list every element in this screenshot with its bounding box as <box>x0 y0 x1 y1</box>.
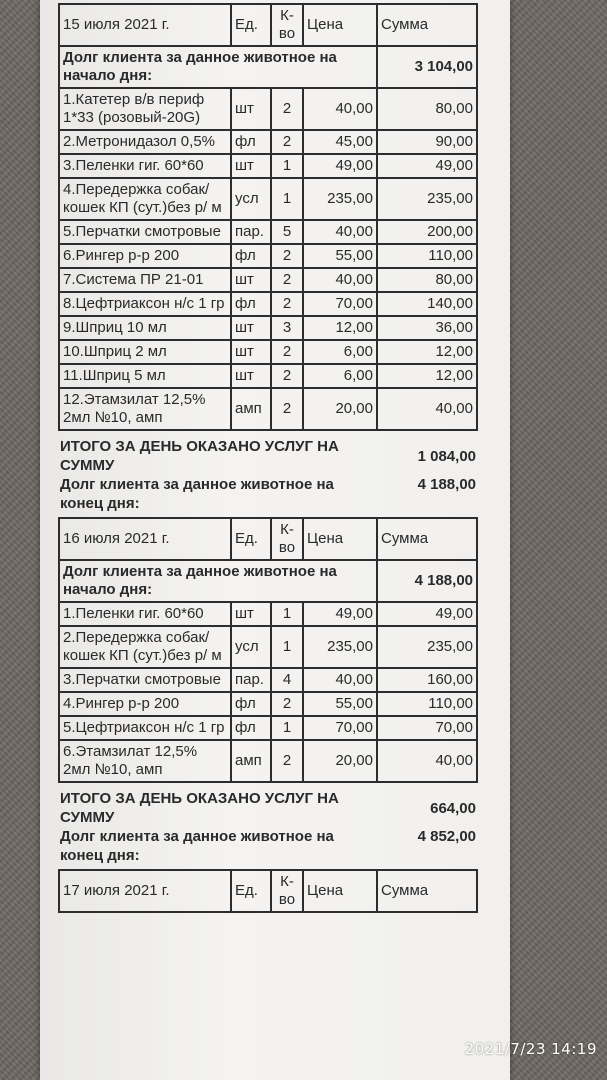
start-debt-row <box>59 46 477 88</box>
item-unit: фл <box>231 692 271 716</box>
item-sum: 49,00 <box>377 602 477 626</box>
item-unit: фл <box>231 716 271 740</box>
end-debt-row <box>40 827 510 865</box>
item-qty: 1 <box>271 154 303 178</box>
day-table-16 <box>58 517 478 783</box>
item-unit: шт <box>231 602 271 626</box>
item-price: 20,00 <box>303 740 377 782</box>
item-qty: 1 <box>271 716 303 740</box>
table-row <box>59 602 477 626</box>
item-unit: фл <box>231 244 271 268</box>
item-name: 3.Перчатки смотровые <box>59 668 231 692</box>
item-sum: 40,00 <box>377 740 477 782</box>
item-name: 8.Цефтриаксон н/с 1 гр <box>59 292 231 316</box>
table-row <box>59 340 477 364</box>
item-qty: 2 <box>271 292 303 316</box>
item-sum: 80,00 <box>377 88 477 130</box>
item-qty: 2 <box>271 364 303 388</box>
item-price: 6,00 <box>303 364 377 388</box>
col-price: Цена <box>303 870 377 912</box>
item-qty: 2 <box>271 692 303 716</box>
item-qty: 5 <box>271 220 303 244</box>
col-price: Цена <box>303 518 377 560</box>
item-qty: 3 <box>271 316 303 340</box>
item-price: 45,00 <box>303 130 377 154</box>
receipt-content <box>40 0 510 913</box>
day-total-value: 1 084,00 <box>417 448 476 465</box>
day-table-17 <box>58 869 478 913</box>
item-price: 12,00 <box>303 316 377 340</box>
item-unit: шт <box>231 268 271 292</box>
item-qty: 2 <box>271 740 303 782</box>
item-name: 9.Шприц 10 мл <box>59 316 231 340</box>
item-price: 70,00 <box>303 716 377 740</box>
item-qty: 1 <box>271 626 303 668</box>
item-price: 235,00 <box>303 178 377 220</box>
item-price: 235,00 <box>303 626 377 668</box>
item-sum: 36,00 <box>377 316 477 340</box>
item-name: 11.Шприц 5 мл <box>59 364 231 388</box>
start-debt-value: 4 188,00 <box>377 560 477 602</box>
item-name: 6.Этамзилат 12,5% 2мл №10, амп <box>59 740 231 782</box>
item-qty: 2 <box>271 340 303 364</box>
item-sum: 200,00 <box>377 220 477 244</box>
day-total-row <box>40 437 510 475</box>
receipt-paper <box>40 0 510 1080</box>
item-unit: амп <box>231 388 271 430</box>
item-sum: 160,00 <box>377 668 477 692</box>
col-qty: К-во <box>271 870 303 912</box>
item-sum: 110,00 <box>377 692 477 716</box>
item-qty: 1 <box>271 178 303 220</box>
end-debt-label: Долг клиента за данное животное на конец дня: <box>60 476 334 512</box>
table-row <box>59 154 477 178</box>
item-unit: пар. <box>231 220 271 244</box>
item-sum: 12,00 <box>377 340 477 364</box>
day-total-label: ИТОГО ЗА ДЕНЬ ОКАЗАНО УСЛУГ НА СУММУ <box>60 438 339 474</box>
col-price: Цена <box>303 4 377 46</box>
day-total-value: 664,00 <box>430 800 476 817</box>
item-qty: 2 <box>271 388 303 430</box>
item-qty: 2 <box>271 244 303 268</box>
item-name: 3.Пеленки гиг. 60*60 <box>59 154 231 178</box>
col-unit: Ед. <box>231 870 271 912</box>
item-price: 40,00 <box>303 668 377 692</box>
col-unit: Ед. <box>231 4 271 46</box>
end-debt-value: 4 188,00 <box>417 476 476 493</box>
table-row <box>59 626 477 668</box>
item-price: 55,00 <box>303 692 377 716</box>
item-unit: фл <box>231 130 271 154</box>
table-row <box>59 364 477 388</box>
item-price: 40,00 <box>303 220 377 244</box>
end-debt-row <box>40 475 510 513</box>
item-qty: 4 <box>271 668 303 692</box>
day-date: 17 июля 2021 г. <box>59 870 231 912</box>
start-debt-value: 3 104,00 <box>377 46 477 88</box>
item-name: 10.Шприц 2 мл <box>59 340 231 364</box>
item-price: 20,00 <box>303 388 377 430</box>
item-name: 6.Рингер р-р 200 <box>59 244 231 268</box>
item-price: 40,00 <box>303 88 377 130</box>
table-row <box>59 178 477 220</box>
item-sum: 80,00 <box>377 268 477 292</box>
item-sum: 70,00 <box>377 716 477 740</box>
end-debt-label: Долг клиента за данное животное на конец дня: <box>60 828 334 864</box>
item-name: 5.Цефтриаксон н/с 1 гр <box>59 716 231 740</box>
item-unit: усл <box>231 626 271 668</box>
item-qty: 2 <box>271 268 303 292</box>
col-sum: Сумма <box>377 870 477 912</box>
item-unit: шт <box>231 88 271 130</box>
item-unit: пар. <box>231 668 271 692</box>
item-name: 1.Пеленки гиг. 60*60 <box>59 602 231 626</box>
item-name: 2.Метронидазол 0,5% <box>59 130 231 154</box>
item-price: 70,00 <box>303 292 377 316</box>
start-debt-label: Долг клиента за данное животное на начало дня: <box>59 560 377 602</box>
item-name: 5.Перчатки смотровые <box>59 220 231 244</box>
table-row <box>59 88 477 130</box>
item-unit: шт <box>231 340 271 364</box>
item-name: 4.Передержка собак/ кошек КП (сут.)без р/ м <box>59 178 231 220</box>
item-name: 7.Система ПР 21-01 <box>59 268 231 292</box>
item-sum: 235,00 <box>377 178 477 220</box>
end-debt-value: 4 852,00 <box>417 828 476 845</box>
col-sum: Сумма <box>377 518 477 560</box>
item-unit: шт <box>231 316 271 340</box>
item-price: 55,00 <box>303 244 377 268</box>
col-unit: Ед. <box>231 518 271 560</box>
item-qty: 2 <box>271 130 303 154</box>
item-sum: 235,00 <box>377 626 477 668</box>
item-name: 4.Рингер р-р 200 <box>59 692 231 716</box>
table-row <box>59 716 477 740</box>
table-row <box>59 316 477 340</box>
table-row <box>59 692 477 716</box>
item-unit: шт <box>231 154 271 178</box>
table-row <box>59 130 477 154</box>
item-sum: 110,00 <box>377 244 477 268</box>
item-unit: амп <box>231 740 271 782</box>
item-qty: 1 <box>271 602 303 626</box>
photo-timestamp: 2021/7/23 14:19 <box>464 1040 597 1058</box>
start-debt-row <box>59 560 477 602</box>
item-name: 12.Этамзилат 12,5% 2мл №10, амп <box>59 388 231 430</box>
day-header-row <box>59 518 477 560</box>
item-sum: 12,00 <box>377 364 477 388</box>
item-price: 49,00 <box>303 154 377 178</box>
col-qty: К-во <box>271 518 303 560</box>
item-name: 2.Передержка собак/ кошек КП (сут.)без р/ м <box>59 626 231 668</box>
day-date: 15 июля 2021 г. <box>59 4 231 46</box>
item-unit: шт <box>231 364 271 388</box>
table-row <box>59 388 477 430</box>
item-price: 40,00 <box>303 268 377 292</box>
table-row <box>59 668 477 692</box>
item-sum: 40,00 <box>377 388 477 430</box>
day-table-15 <box>58 3 478 431</box>
table-row <box>59 292 477 316</box>
item-sum: 90,00 <box>377 130 477 154</box>
item-price: 6,00 <box>303 340 377 364</box>
col-qty: К-во <box>271 4 303 46</box>
table-row <box>59 220 477 244</box>
day-total-row <box>40 789 510 827</box>
item-name: 1.Катетер в/в периф 1*33 (розовый-20G) <box>59 88 231 130</box>
table-row <box>59 268 477 292</box>
table-row <box>59 740 477 782</box>
item-unit: усл <box>231 178 271 220</box>
item-unit: фл <box>231 292 271 316</box>
item-sum: 49,00 <box>377 154 477 178</box>
item-qty: 2 <box>271 88 303 130</box>
item-price: 49,00 <box>303 602 377 626</box>
start-debt-label: Долг клиента за данное животное на начало дня: <box>59 46 377 88</box>
table-row <box>59 244 477 268</box>
day-date: 16 июля 2021 г. <box>59 518 231 560</box>
day-header-row <box>59 4 477 46</box>
item-sum: 140,00 <box>377 292 477 316</box>
day-total-label: ИТОГО ЗА ДЕНЬ ОКАЗАНО УСЛУГ НА СУММУ <box>60 790 339 826</box>
day-header-row <box>59 870 477 912</box>
col-sum: Сумма <box>377 4 477 46</box>
